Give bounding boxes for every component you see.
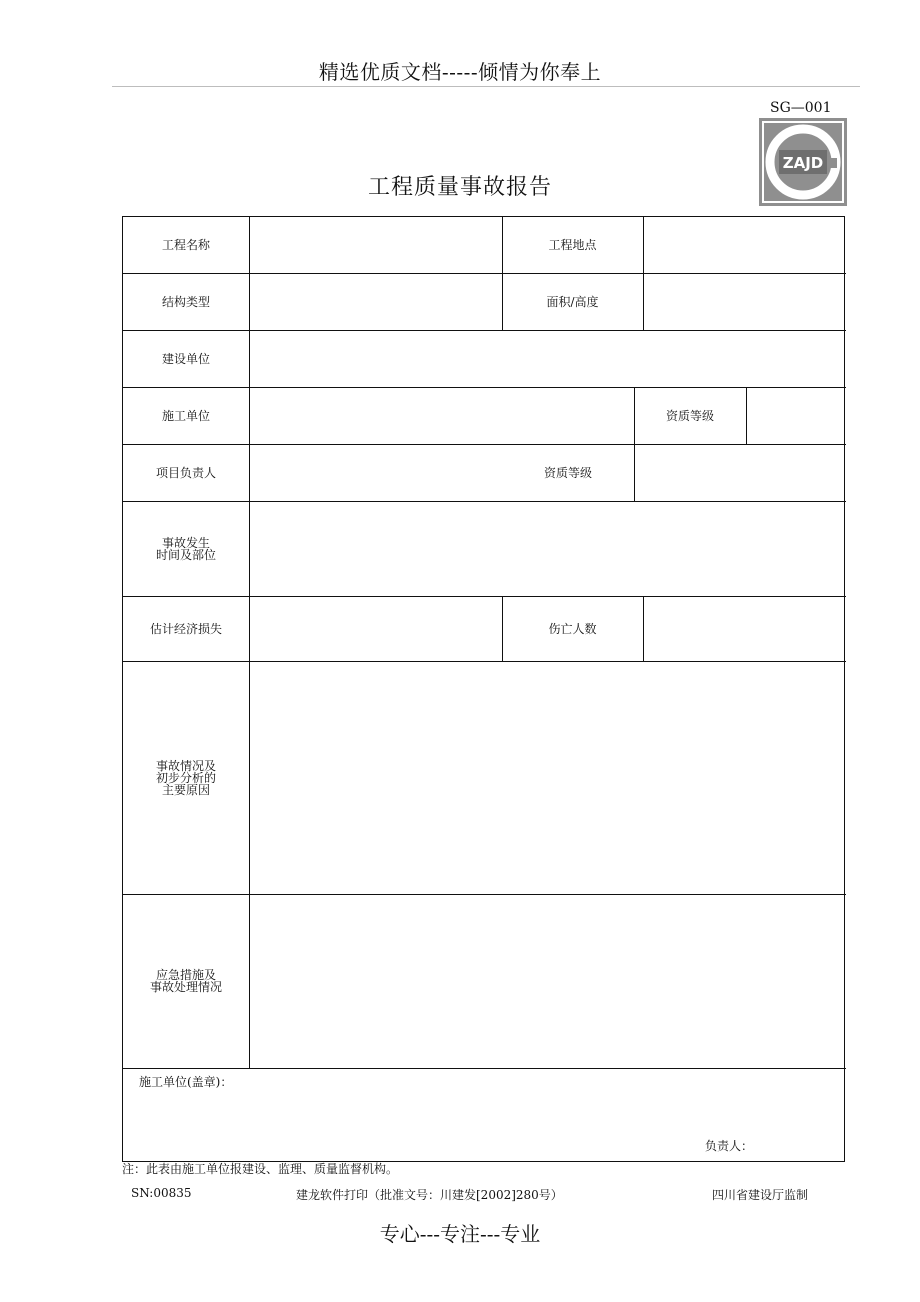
label-project-manager: 项目负责人 <box>155 465 216 480</box>
label-line: 主要原因 <box>161 782 210 797</box>
label-emergency-measures <box>123 894 249 1068</box>
label-line: 事故发生 <box>161 535 210 550</box>
supervisor-note: 四川省建设厅监制 <box>712 1188 809 1202</box>
structure-type-field[interactable] <box>250 273 502 330</box>
casualties-field[interactable] <box>644 596 846 661</box>
label-project-name: 工程名称 <box>161 238 210 252</box>
form-note: 注：此表由施工单位报建设、监理、质量监督机构。 <box>122 1162 399 1176</box>
label-builder: 施工单位 <box>161 408 210 423</box>
emergency-measures-field[interactable] <box>250 894 846 1068</box>
construction-org-field[interactable] <box>250 330 846 387</box>
area-height-field[interactable] <box>644 273 846 330</box>
builder-seal-label: 施工单位(盖章)： <box>139 1075 233 1089</box>
software-print-note: 建龙软件打印（批准文号：川建发[2002]280号） <box>296 1188 563 1202</box>
project-name-field[interactable] <box>250 217 502 273</box>
logo-text: ZAJD <box>782 154 824 172</box>
estimated-loss-field[interactable] <box>250 596 502 661</box>
label-line: 事故情况及 <box>155 758 216 773</box>
form-code: SG—001 <box>770 100 832 116</box>
accident-analysis-field[interactable] <box>250 661 846 894</box>
builder-field[interactable] <box>250 387 634 444</box>
label-line: 时间及部位 <box>155 547 216 562</box>
label-structure-type: 结构类型 <box>161 294 210 309</box>
header-rule <box>112 86 860 87</box>
builder-qualification-field[interactable] <box>747 387 846 444</box>
row-divider <box>123 1068 846 1069</box>
responsible-person-label: 负责人： <box>705 1139 754 1153</box>
label-estimated-loss: 估计经济损失 <box>149 621 222 636</box>
label-casualties: 伤亡人数 <box>548 621 597 636</box>
label-manager-qualification: 资质等级 <box>543 465 592 480</box>
label-construction-org: 建设单位 <box>161 351 210 366</box>
page-footer: 专心---专注---专业 <box>379 1222 541 1246</box>
serial-number: SN:00835 <box>131 1186 192 1200</box>
page-header: 精选优质文档-----倾情为你奉上 <box>318 60 602 84</box>
label-accident-time-place <box>123 501 249 596</box>
accident-report-form <box>122 216 845 1162</box>
manager-qualification-field[interactable] <box>635 444 846 501</box>
form-title: 工程质量事故报告 <box>367 175 552 200</box>
label-line: 初步分析的 <box>155 770 216 785</box>
accident-time-place-field[interactable] <box>250 501 846 596</box>
label-accident-analysis <box>123 661 249 894</box>
label-project-location: 工程地点 <box>548 238 597 252</box>
label-builder-qualification: 资质等级 <box>665 408 714 423</box>
label-line: 应急措施及 <box>155 968 216 982</box>
label-area-height: 面积/高度 <box>546 294 599 309</box>
label-line: 事故处理情况 <box>149 980 222 994</box>
project-location-field[interactable] <box>644 217 846 273</box>
